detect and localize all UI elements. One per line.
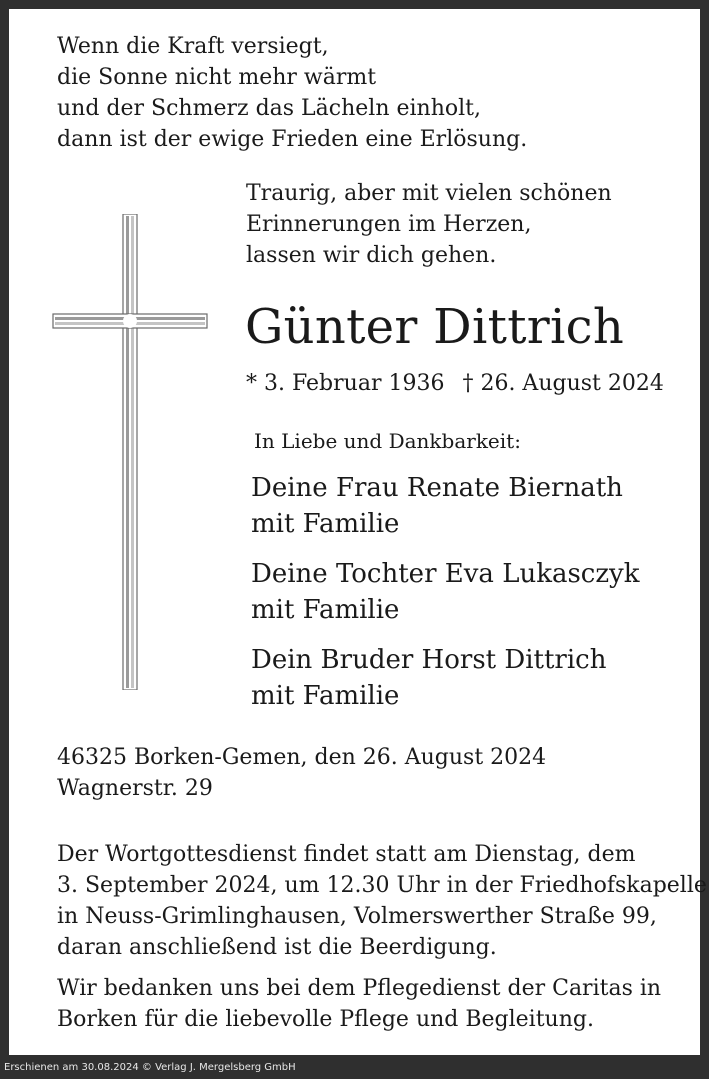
poem-line: dann ist der ewige Frieden eine Erlösung. (57, 127, 528, 152)
birth-date: * 3. Februar 1936 (246, 371, 445, 396)
obituary-notice (9, 9, 707, 1055)
mourner-entry (251, 556, 640, 628)
poem-line: die Sonne nicht mehr wärmt (57, 65, 377, 90)
service-line: daran anschließend ist die Beerdigung. (57, 935, 497, 960)
mourner-name: Dein Bruder Horst Dittrich (251, 645, 607, 675)
cross-icon (51, 214, 209, 690)
thanks-line: Wir bedanken uns bei dem Pflegedienst der Caritas in (57, 976, 662, 1001)
intro-text (246, 178, 612, 271)
thanks-note (57, 973, 661, 1035)
intro-line: Erinnerungen im Herzen, (246, 212, 532, 237)
dedication-line: In Liebe und Dankbarkeit: (254, 429, 521, 453)
poem (57, 31, 527, 155)
service-line: Der Wortgottesdienst findet statt am Dienstag, dem (57, 842, 636, 867)
service-info (57, 839, 707, 963)
poem-line: und der Schmerz das Lächeln einholt, (57, 96, 481, 121)
mourner-entry (251, 470, 640, 542)
mourner-family: mit Familie (251, 681, 400, 711)
address (57, 742, 546, 804)
mourner-family: mit Familie (251, 595, 400, 625)
mourner-name: Deine Frau Renate Biernath (251, 473, 623, 503)
intro-line: Traurig, aber mit vielen schönen (246, 181, 612, 206)
thanks-line: Borken für die liebevolle Pflege und Begleitung. (57, 1007, 594, 1032)
intro-line: lassen wir dich gehen. (246, 243, 497, 268)
death-date: † 26. August 2024 (462, 371, 664, 396)
publication-footer: Erschienen am 30.08.2024 © Verlag J. Mergelsberg GmbH (4, 1062, 296, 1073)
service-line: 3. September 2024, um 12.30 Uhr in der Friedhofskapelle (57, 873, 707, 898)
mourner-name: Deine Tochter Eva Lukasczyk (251, 559, 640, 589)
mourner-entry (251, 642, 640, 714)
service-line: in Neuss-Grimlinghausen, Volmerswerther Straße 99, (57, 904, 657, 929)
deceased-name: Günter Dittrich (245, 299, 625, 355)
address-line: 46325 Borken-Gemen, den 26. August 2024 (57, 745, 547, 770)
mourner-family: mit Familie (251, 509, 400, 539)
poem-line: Wenn die Kraft versiegt, (57, 34, 329, 59)
address-line: Wagnerstr. 29 (57, 776, 213, 801)
life-dates (246, 368, 664, 400)
mourners-list (251, 470, 640, 728)
